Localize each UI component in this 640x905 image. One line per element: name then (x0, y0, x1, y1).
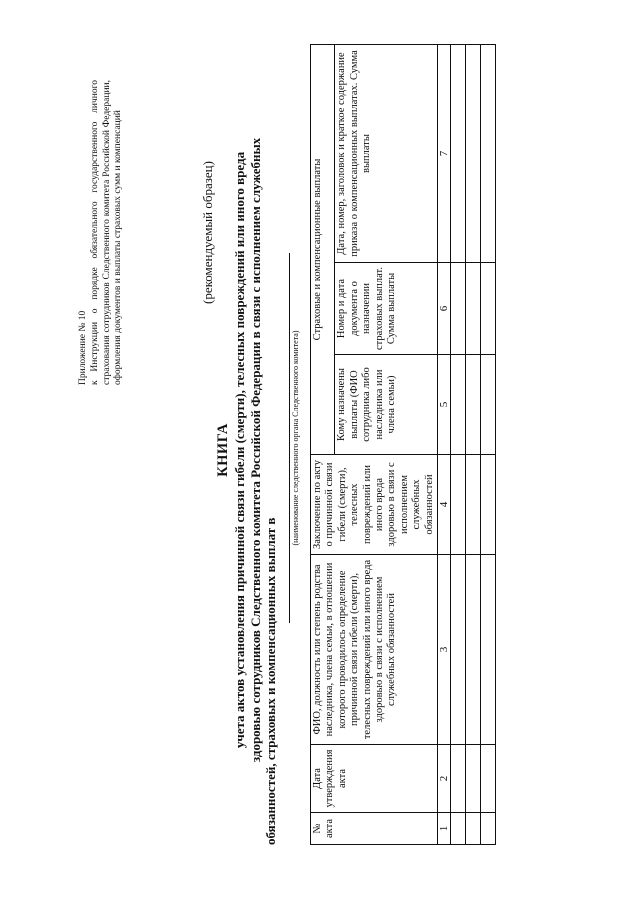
table-cell (481, 455, 496, 555)
table-cell (451, 745, 466, 813)
table-cell (466, 355, 481, 455)
title-line-1: учета актов установления причинной связи гибели (смерти), телесных повреждений или иного вреда (232, 151, 247, 749)
table-cell (451, 813, 466, 845)
header-compensation-order: Дата, номер, заголовок и краткое содержание приказа о компенсационных выплатах. Сумма выплаты (335, 45, 438, 263)
table-cell (451, 355, 466, 455)
table-cell (481, 813, 496, 845)
org-name-underline (285, 253, 290, 623)
header-conclusion: Заключение по акту о причинной связи гибели (смерти), телесных повреждений или иного вреда здоровью в связи с исполнением служебных обязанностей (311, 455, 438, 555)
header-approval-date: Дата утверждения акта (311, 745, 438, 813)
title-heading: КНИГА (215, 423, 231, 477)
header-recipient: Кому назначены выплаты (ФИО сотрудника либо наследника или члена семьи) (335, 355, 438, 455)
table-cell (481, 555, 496, 745)
table-cell (451, 455, 466, 555)
appendix-number: Приложение № 10 (78, 310, 88, 385)
header-insurance-doc: Номер и дата документа о назначении страховых выплат. Сумма выплаты (335, 263, 438, 355)
table-cell (451, 555, 466, 745)
table-cell (466, 45, 481, 263)
column-number: 6 (438, 263, 451, 355)
header-payments-group: Страховые и компенсационные выплаты (311, 45, 335, 455)
table-cell (466, 263, 481, 355)
table-cell (466, 745, 481, 813)
table-row-empty (466, 45, 481, 845)
table-cell (466, 813, 481, 845)
header-act-number: № акта (311, 813, 438, 845)
column-number: 3 (438, 555, 451, 745)
table-cell (481, 745, 496, 813)
table-cell (466, 555, 481, 745)
table-cell (481, 263, 496, 355)
register-table (310, 44, 496, 845)
column-number: 1 (438, 813, 451, 845)
sample-note: (рекомендуемый образец) (200, 161, 215, 304)
column-number: 2 (438, 745, 451, 813)
table-cell (481, 355, 496, 455)
org-name-caption: (наименование следственного органа Следственного комитета) (291, 330, 300, 546)
column-number: 7 (438, 45, 451, 263)
table-number-row (438, 45, 451, 845)
title-line-2: здоровью сотрудников Следственного комитета Российской Федерации в связи с исполнением служебных (247, 137, 263, 763)
table-row-empty (451, 45, 466, 845)
header-person: ФИО, должность или степень родства наследника, члена семьи, в отношении которого проводилось определение причинной связи гибели (смерти), телесных повреждений или иного вреда здоровью в связи с исполнением служебных обязанностей (311, 555, 438, 745)
table-row-empty (481, 45, 496, 845)
table-cell (451, 45, 466, 263)
column-number: 5 (438, 355, 451, 455)
table-header-row (311, 45, 335, 845)
table-cell (466, 455, 481, 555)
appendix-note (78, 80, 125, 385)
column-number: 4 (438, 455, 451, 555)
appendix-text: к Инструкции о порядке обязательного государственного личного страхования сотрудников Следственного комитета Российской Федерации, оформления документов и выплаты страховых сумм и компенсаций (89, 80, 124, 385)
table-cell (451, 263, 466, 355)
table-cell (481, 45, 496, 263)
document-title (215, 55, 279, 845)
title-line-3: обязанностей, страховых и компенсационных выплат в (263, 517, 279, 845)
